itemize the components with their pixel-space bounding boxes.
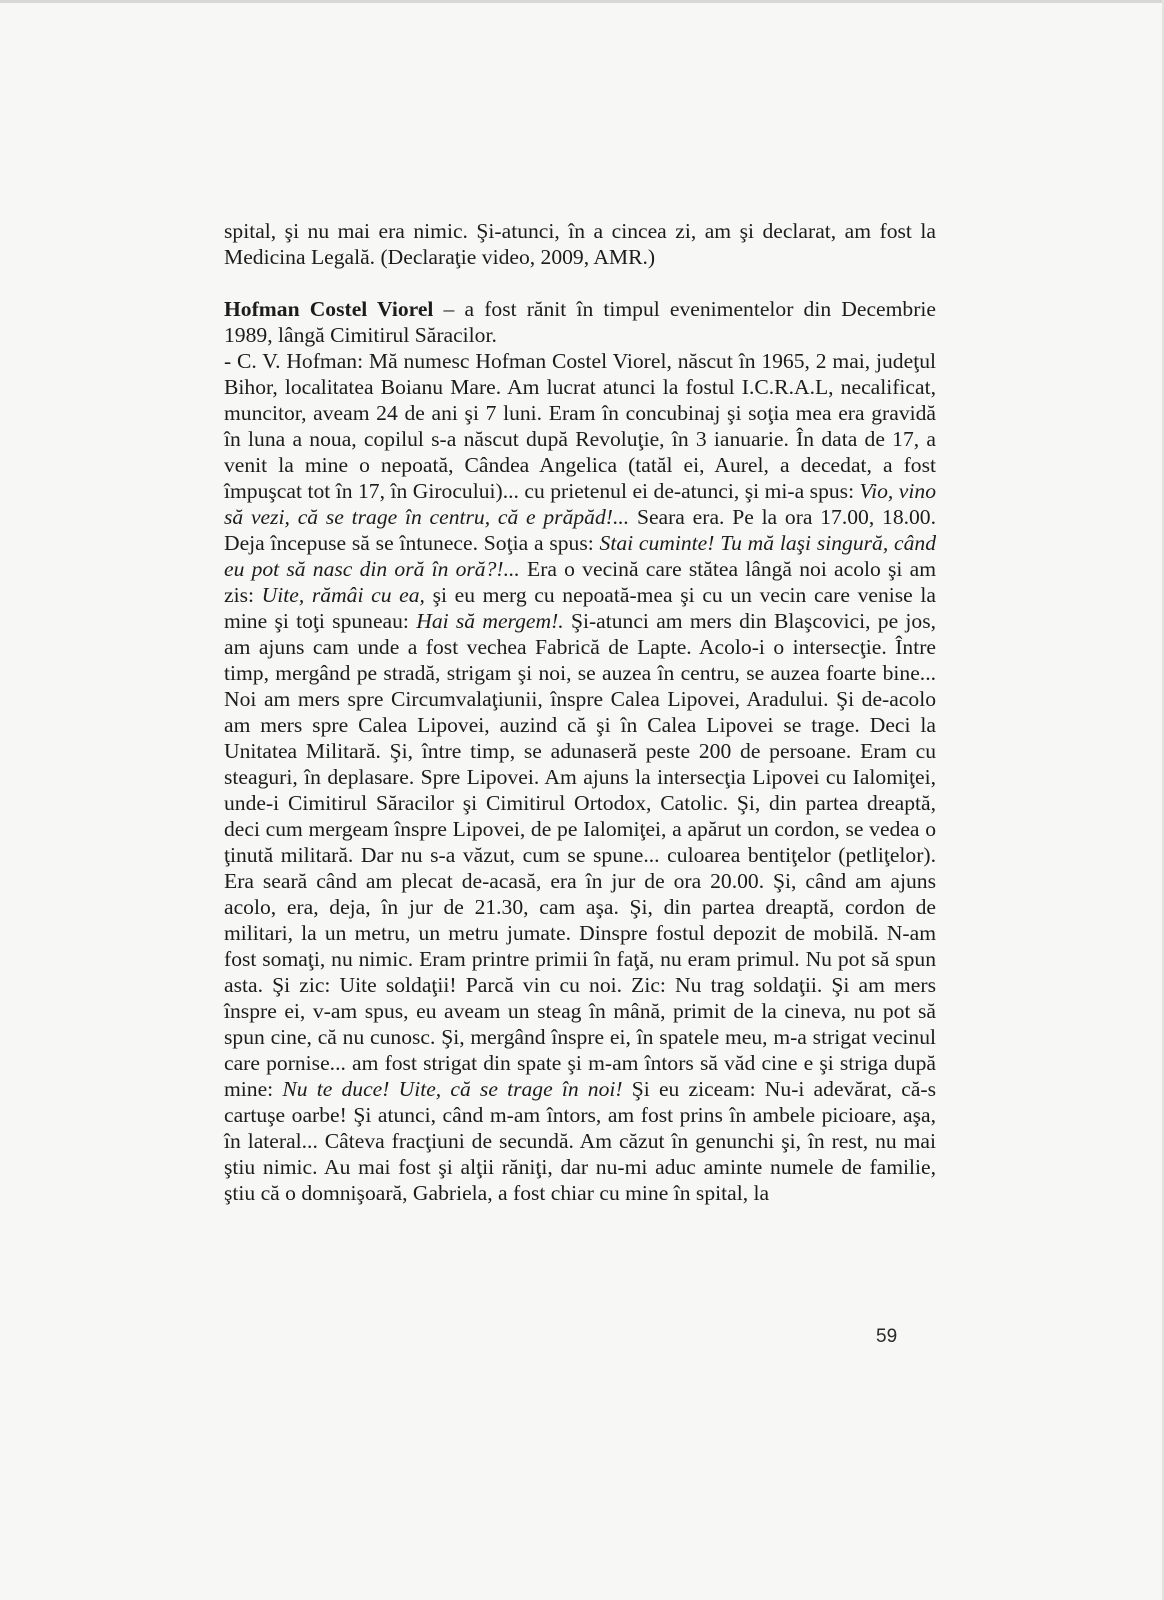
testimony-text: Şi-atunci am mers din Blaşcovici, pe jos, am ajuns cam unde a fost vechea Fabrică de Lapte. Acolo-i o intersecţie. Între timp, mergând pe stradă, strigam şi noi, se auzea în centru, se auzea foarte bine... Noi am mers spre Circumvalaţiunii, înspre Calea Lipovei, Aradului. Şi de-acolo am mers spre Calea Lipovei, auzind că şi în Calea Lipovei se trage. Deci la Unitatea Militară. Şi, între timp, se adunaseră peste 200 de persoane. Eram cu steaguri, în deplasare. Spre Lipovei. Am ajuns la intersecţia Lipovei cu Ialomiţei, unde-i Cimitirul Săracilor şi Cimitirul Ortodox, Catolic. Şi, din partea dreaptă, deci cum mergeam înspre Lipovei, de pe Ialomiţei, a apărut un cordon, se vedea o ţinută militară. Dar nu s-a văzut, cum se spune... culoarea bentiţelor (petliţelor). Era seară când am plecat de-acasă, era în jur de ora 20.00. Şi, când am ajuns acolo, era, deja, în jur de 21.30, cam aşa. Şi, din partea dreaptă, cordon de militari, la un metru, un metru jumate. Dinspre fostul depozit de mobilă. N-am fost somaţi, nu nimic. Eram printre primii în faţă, nu eram primul. Nu pot să spun asta. Şi zic: Uite soldaţii! Parcă vin cu noi. Zic: Nu trag soldaţii. Şi am mers înspre ei, v-am spus, eu aveam un steag în mână, primit de la cineva, nu pot să spun cine, că nu cunosc. Şi, mergând înspre ei, în spatele meu, m-a strigat vecinul care pornise... am fost strigat din spate şi m-am întors să văd cine e şi striga după mine: — [224, 609, 937, 1101]
page-body — [224, 218, 936, 1206]
testimony-text: - C. V. Hofman: Mă numesc Hofman Costel Viorel, născut în 1965, 2 mai, judeţul Bihor, localitatea Boianu Mare. Am lucrat atunci la fostul I.C.R.A.L, necalificat, muncitor, aveam 24 de ani şi 7 luni. Eram în concubinaj şi soţia mea era gravidă în luna a noua, copilul s-a născut după Revoluţie, în 3 ianuarie. În data de 17, a venit la mine o nepoată, Cândea Angelica (tatăl ei, Aurel, a decedat, a fost împuşcat tot în 17, în Girocului)... cu prietenul ei de-atunci, şi mi-a spus: — [224, 349, 936, 503]
scan-top-edge — [0, 0, 1164, 3]
quoted-speech: Stai cuminte! Tu mă laşi singură, când eu pot să nasc din oră în oră?!... — [224, 531, 936, 581]
witness-description: – a fost rănit în timpul evenimentelor din Decembrie 1989, lângă Cimitirul Săracilor. — [224, 297, 936, 347]
quoted-speech: Vio, vino să vezi, că se trage în centru, că e prăpăd!... — [224, 479, 936, 529]
paragraph-witness-intro — [224, 296, 936, 348]
quoted-speech: Nu te duce! Uite, că se trage în noi! — [282, 1077, 623, 1101]
testimony-text: Şi eu ziceam: Nu-i adevărat, că-s cartuşe oarbe! Şi atunci, când m-am întors, am fost prins în ambele picioare, aşa, în lateral... Câteva fracţiuni de secundă. Am căzut în genunchi şi, în rest, nu mai ştiu nimic. Au mai fost şi alţii răniţi, dar nu-mi aduc aminte numele de familie, ştiu că o domnişoară, Gabriela, a fost chiar cu mine în spital, la — [224, 1077, 937, 1205]
witness-name: Hofman Costel Viorel — [224, 297, 434, 321]
paragraph-continuation: spital, şi nu mai era nimic. Şi-atunci, în a cincea zi, am şi declarat, am fost la Medicina Legală. (Declaraţie video, 2009, AMR.) — [224, 219, 936, 269]
quoted-speech: Uite, rămâi cu ea, — [261, 583, 425, 607]
testimony-text: Era o vecină care stătea lângă noi acolo şi am zis: — [224, 557, 936, 607]
page-number: 59 — [876, 1326, 898, 1347]
quoted-speech: Hai să mergem!. — [416, 609, 564, 633]
testimony-text: şi eu merg cu nepoată-mea şi cu un vecin care venise la mine şi toţi spuneau: — [224, 583, 936, 633]
testimony-text: Seara era. Pe la ora 17.00, 18.00. Deja începuse să se întunece. Soţia a spus: — [224, 505, 937, 555]
paragraph-testimony — [224, 348, 936, 1206]
